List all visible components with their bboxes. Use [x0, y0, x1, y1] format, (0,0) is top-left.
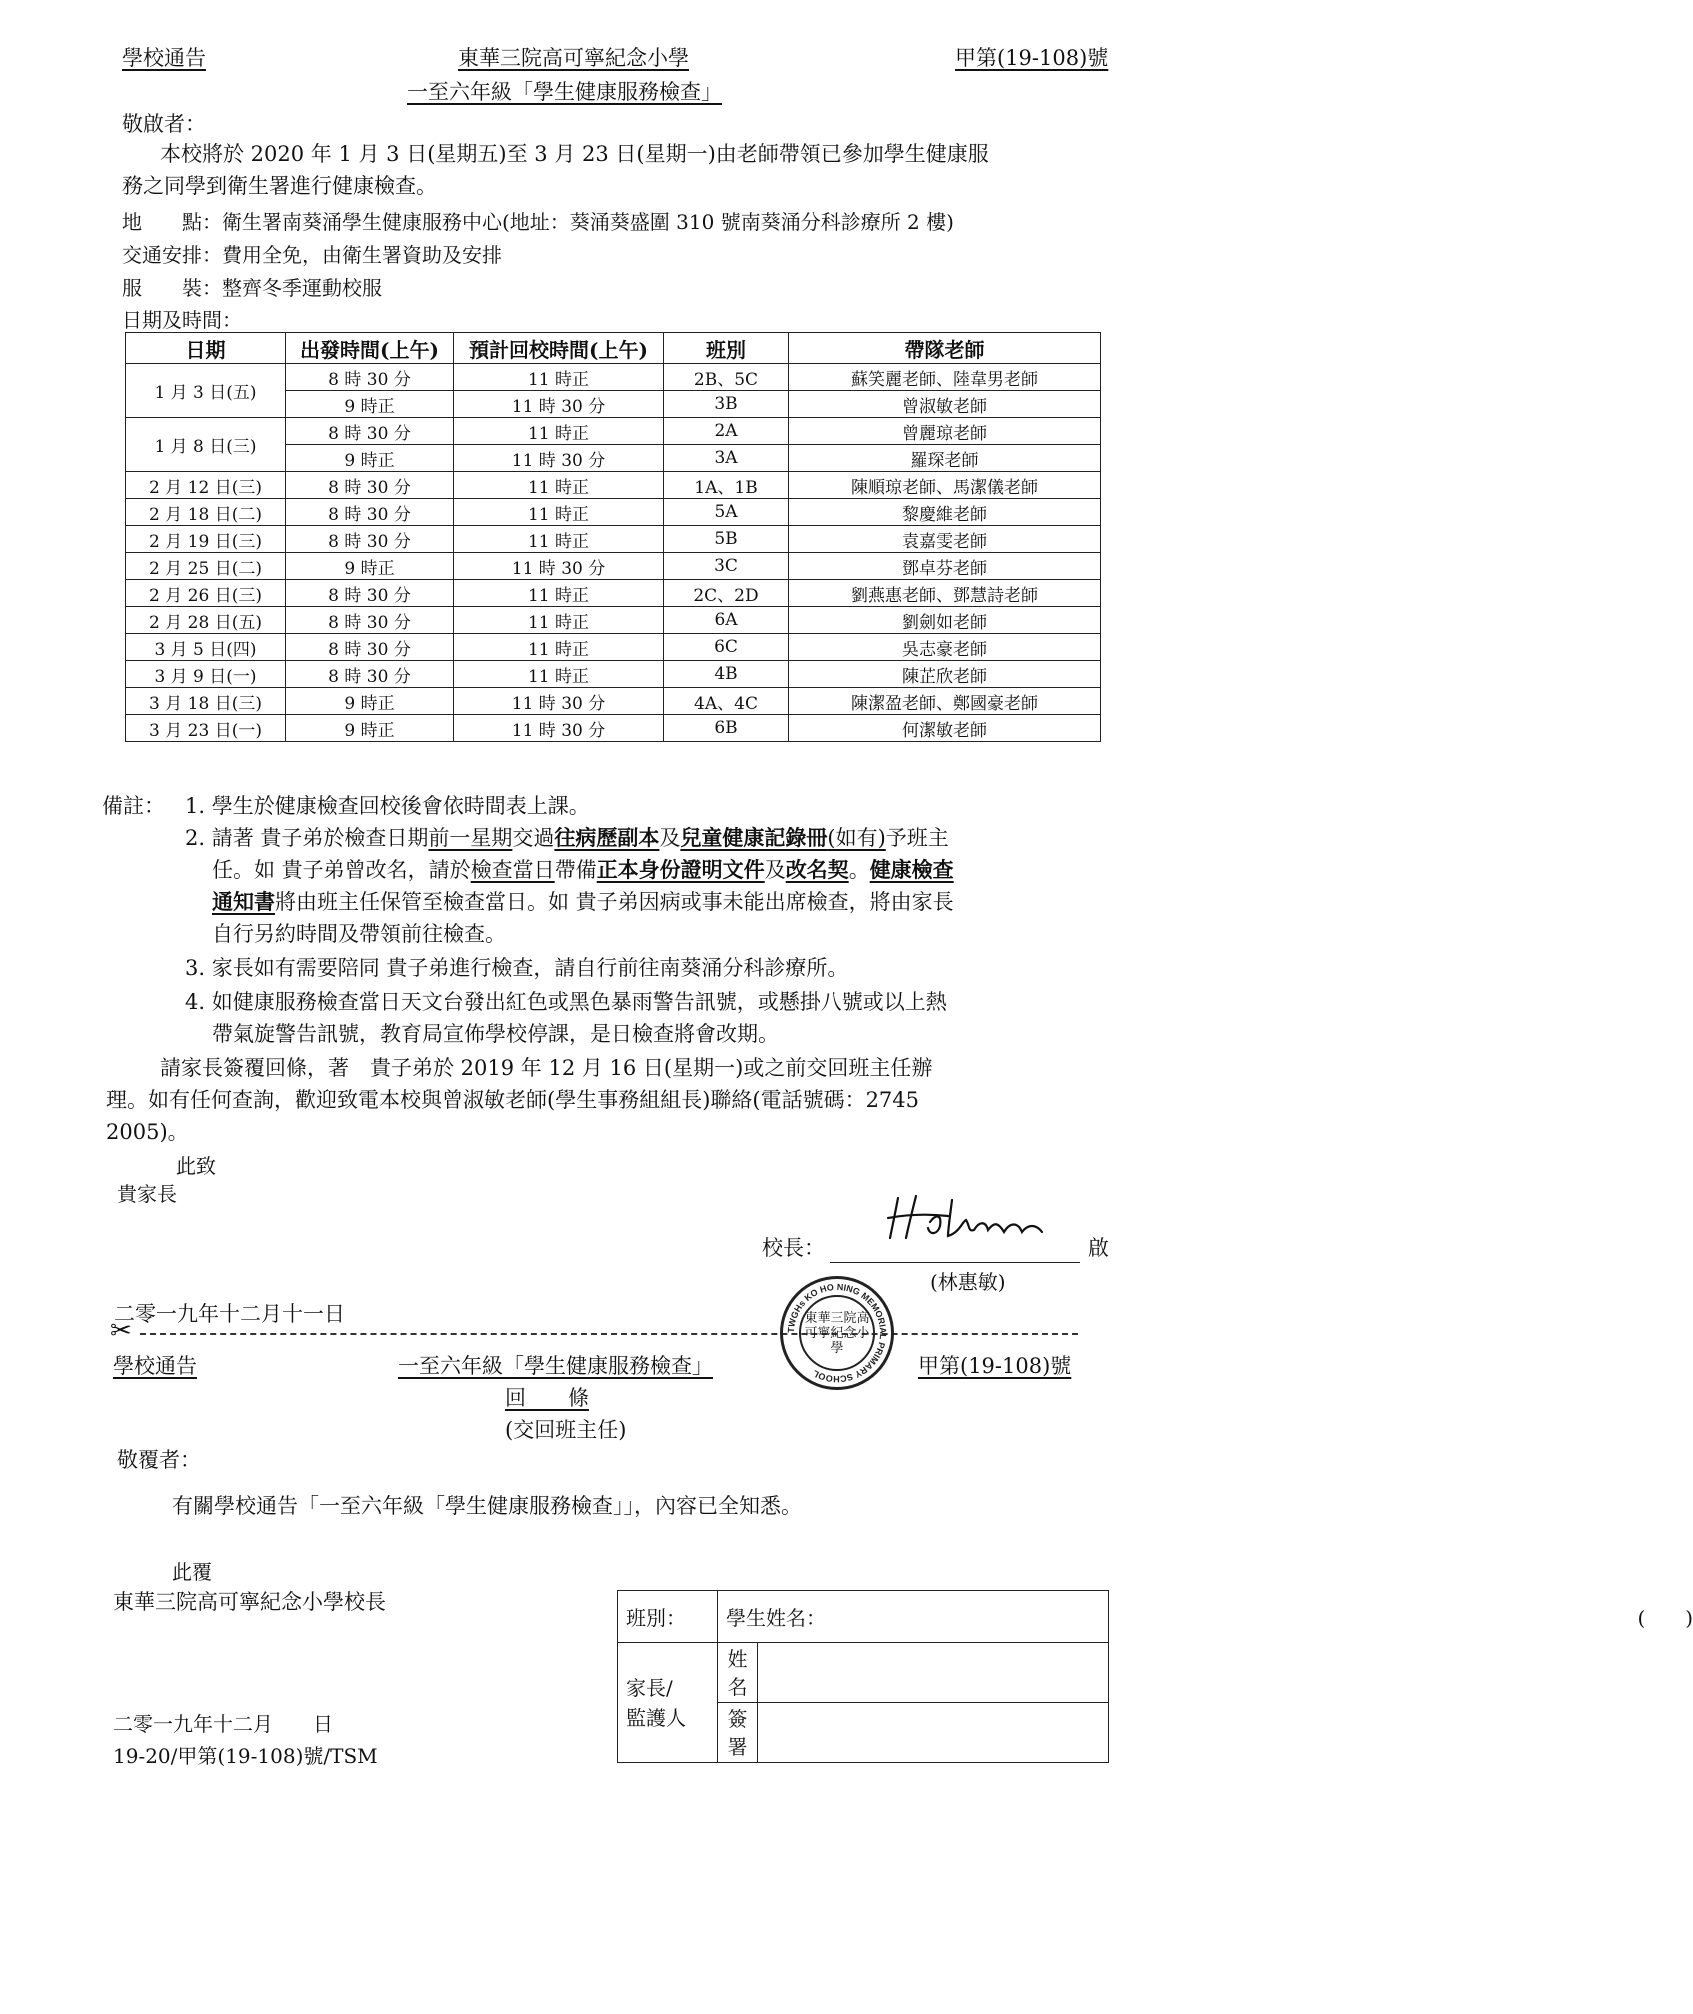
note-emphasis: 正本身份證明文件 — [596, 857, 765, 882]
note-2-line-3 — [212, 886, 954, 916]
sign-off-line-1: 此致 — [176, 1154, 216, 1178]
date-cell: 3 月 18 日(三) — [126, 688, 286, 715]
departure-cell: 9 時正 — [286, 445, 454, 472]
table-row — [126, 634, 1101, 661]
teacher-cell: 吳志豪老師 — [789, 634, 1101, 661]
departure-cell: 8 時 30 分 — [286, 580, 454, 607]
schedule-header-row — [126, 333, 1101, 364]
class-cell: 6B — [664, 715, 789, 742]
closing-line-3: 2005)。 — [106, 1120, 189, 1144]
reply-notice-type: 學校通告 — [113, 1354, 197, 1378]
departure-cell: 8 時 30 分 — [286, 526, 454, 553]
closing-line-2: 理。如有任何查詢，歡迎致電本校與曾淑敏老師(學生事務組組長)聯絡(電話號碼：2745 — [106, 1088, 920, 1112]
notes-label: 備註： — [102, 794, 165, 818]
info-attire-value: 整齊冬季運動校服 — [222, 276, 382, 300]
reply-salutation: 敬覆者： — [117, 1448, 201, 1472]
reply-sign-off-1: 此覆 — [172, 1560, 212, 1584]
class-cell: 6A — [664, 607, 789, 634]
note-text: 2. 請著 貴子弟於檢查日期 — [185, 826, 429, 850]
return-cell: 11 時 30 分 — [454, 715, 664, 742]
table-row — [126, 580, 1101, 607]
table-row — [126, 607, 1101, 634]
teacher-cell: 鄧卓芬老師 — [789, 553, 1101, 580]
student-name-label: 學生姓名： — [726, 1606, 826, 1630]
info-transport-label: 交通安排： — [122, 243, 222, 267]
teacher-cell: 陳順琼老師、馬潔儀老師 — [789, 472, 1101, 499]
name-label-1: 姓 — [727, 1646, 748, 1671]
info-location — [122, 206, 954, 235]
date-cell: 1 月 8 日(三) — [126, 418, 286, 472]
guardian-label-1: 家長/ — [626, 1675, 673, 1700]
date-cell: 2 月 25 日(二) — [126, 553, 286, 580]
return-cell: 11 時正 — [454, 580, 664, 607]
school-name: 東華三院高可寧紀念小學 — [458, 46, 689, 70]
header-date: 日期 — [126, 333, 286, 364]
note-emphasis: (如有) — [827, 826, 886, 850]
notice-subject: 一至六年級「學生健康服務檢查」 — [407, 80, 722, 104]
return-cell: 11 時正 — [454, 607, 664, 634]
note-text: 帶備 — [554, 858, 597, 882]
header-departure: 出發時間(上午) — [286, 333, 454, 364]
note-3: 3. 家長如有需要陪同 貴子弟進行檢查，請自行前往南葵涌分科診療所。 — [185, 956, 849, 980]
table-row — [126, 526, 1101, 553]
principal-signature — [870, 1192, 1070, 1242]
closing-line-1: 請家長簽覆回條，著 貴子弟於 2019 年 12 月 16 日(星期一)或之前交回班主任辦 — [160, 1056, 933, 1080]
table-row — [126, 472, 1101, 499]
return-cell: 11 時正 — [454, 472, 664, 499]
school-stamp — [780, 1276, 894, 1390]
teacher-cell: 黎慶維老師 — [789, 499, 1101, 526]
departure-cell: 8 時 30 分 — [286, 607, 454, 634]
teacher-cell: 蘇笑麗老師、陸韋男老師 — [789, 364, 1101, 391]
header-return: 預計回校時間(上午) — [454, 333, 664, 364]
departure-cell: 8 時 30 分 — [286, 661, 454, 688]
schedule-label: 日期及時間： — [122, 308, 242, 332]
table-row — [126, 364, 1101, 391]
table-row — [126, 688, 1101, 715]
student-name-field[interactable] — [718, 1591, 1693, 1643]
reply-ref: 19-20/甲第(19-108)號/TSM — [113, 1744, 378, 1768]
departure-cell: 9 時正 — [286, 688, 454, 715]
reply-subject: 一至六年級「學生健康服務檢查」 — [398, 1354, 713, 1378]
note-emphasis: 檢查當日 — [470, 858, 555, 882]
date-cell: 2 月 26 日(三) — [126, 580, 286, 607]
teacher-cell: 袁嘉雯老師 — [789, 526, 1101, 553]
note-text: 交過 — [512, 826, 555, 850]
name-label-2: 名 — [727, 1674, 748, 1699]
info-attire-label: 服 裝： — [122, 276, 222, 300]
date-cell: 3 月 23 日(一) — [126, 715, 286, 742]
guardian-label-2: 監護人 — [626, 1705, 686, 1730]
signature-label-1: 簽 — [727, 1706, 748, 1731]
name-label-cell — [718, 1643, 758, 1703]
class-cell: 5B — [664, 526, 789, 553]
notice-number: 甲第(19-108)號 — [955, 46, 1109, 70]
info-transport-value: 費用全免，由衛生署資助及安排 — [222, 243, 502, 267]
sign-off-line-2: 貴家長 — [117, 1182, 177, 1206]
reply-form — [617, 1590, 1693, 1763]
info-location-value: 衛生署南葵涌學生健康服務中心(地址：葵涌葵盛圍 310 號南葵涌分科診療所 2 樓) — [222, 210, 954, 234]
teacher-cell: 羅琛老師 — [789, 445, 1101, 472]
note-1: 1. 學生於健康檢查回校後會依時間表上課。 — [185, 794, 590, 818]
return-cell: 11 時正 — [454, 661, 664, 688]
class-cell: 6C — [664, 634, 789, 661]
class-cell: 4A、4C — [664, 688, 789, 715]
return-cell: 11 時正 — [454, 526, 664, 553]
note-2-line-4: 自行另約時間及帶領前往檢查。 — [212, 922, 506, 946]
class-cell: 2C、2D — [664, 580, 789, 607]
notice-type: 學校通告 — [122, 46, 206, 70]
note-emphasis: 健康檢查 — [869, 857, 954, 882]
teacher-cell: 曾淑敏老師 — [789, 391, 1101, 418]
return-cell: 11 時正 — [454, 418, 664, 445]
class-cell: 4B — [664, 661, 789, 688]
note-emphasis: 前一星期 — [428, 826, 513, 850]
principal-name: (林惠敏) — [930, 1270, 1006, 1294]
header-teacher: 帶隊老師 — [789, 333, 1101, 364]
date-cell: 3 月 9 日(一) — [126, 661, 286, 688]
principal-label: 校長： — [762, 1236, 825, 1260]
reply-sign-off-2: 東華三院高可寧紀念小學校長 — [113, 1590, 386, 1614]
teacher-cell: 陳芷欣老師 — [789, 661, 1101, 688]
note-emphasis: 通知書 — [212, 889, 275, 914]
table-row — [126, 553, 1101, 580]
scissors-icon: ✂ — [110, 1316, 132, 1346]
table-row — [126, 418, 1101, 445]
info-attire — [122, 272, 382, 301]
teacher-cell: 劉劍如老師 — [789, 607, 1101, 634]
class-cell: 3B — [664, 391, 789, 418]
class-number-paren: ( ) — [1637, 1606, 1693, 1630]
note-4-line-1: 4. 如健康服務檢查當日天文台發出紅色或黑色暴雨警告訊號，或懸掛八號或以上熱 — [185, 990, 947, 1014]
return-cell: 11 時正 — [454, 634, 664, 661]
table-row — [126, 499, 1101, 526]
return-cell: 11 時 30 分 — [454, 391, 664, 418]
teacher-cell: 曾麗琼老師 — [789, 418, 1101, 445]
table-row — [126, 715, 1101, 742]
table-row — [126, 661, 1101, 688]
departure-cell: 8 時 30 分 — [286, 418, 454, 445]
date-cell: 2 月 28 日(五) — [126, 607, 286, 634]
reply-subtitle: (交回班主任) — [505, 1418, 627, 1442]
teacher-cell: 陳潔盈老師、鄭國豪老師 — [789, 688, 1101, 715]
note-2-line-1 — [185, 822, 949, 852]
class-cell: 3A — [664, 445, 789, 472]
form-row-student — [618, 1591, 1109, 1643]
intro-line-2: 務之同學到衛生署進行健康檢查。 — [122, 174, 437, 198]
note-emphasis: 改名契 — [785, 857, 849, 882]
class-cell: 1A、1B — [664, 472, 789, 499]
reply-date: 二零一九年十二月 日 — [113, 1712, 333, 1736]
return-cell: 11 時 30 分 — [454, 688, 664, 715]
return-cell: 11 時 30 分 — [454, 445, 664, 472]
note-text: 。 — [848, 858, 870, 882]
class-cell: 3C — [664, 553, 789, 580]
signature-line — [830, 1262, 1080, 1263]
issue-date: 二零一九年十二月十一日 — [114, 1302, 345, 1326]
date-cell: 2 月 12 日(三) — [126, 472, 286, 499]
header-class: 班別 — [664, 333, 789, 364]
class-cell: 2A — [664, 418, 789, 445]
class-field[interactable] — [618, 1591, 718, 1643]
return-cell: 11 時正 — [454, 499, 664, 526]
date-cell: 1 月 3 日(五) — [126, 364, 286, 418]
note-4-line-2: 帶氣旋警告訊號，教育局宣佈學校停課，是日檢查將會改期。 — [212, 1022, 779, 1046]
principal-suffix: 啟 — [1088, 1236, 1109, 1260]
departure-cell: 8 時 30 分 — [286, 499, 454, 526]
guardian-signature-field[interactable] — [758, 1703, 1109, 1763]
teacher-cell: 劉燕惠老師、鄧慧詩老師 — [789, 580, 1101, 607]
class-label: 班別： — [626, 1606, 686, 1630]
departure-cell: 8 時 30 分 — [286, 634, 454, 661]
salutation: 敬啟者： — [122, 112, 206, 136]
note-text: 任。如 貴子弟曾改名，請於 — [212, 858, 471, 882]
return-cell: 11 時正 — [454, 364, 664, 391]
note-text: 及 — [764, 858, 786, 882]
form-row-name — [618, 1643, 1109, 1703]
departure-cell: 9 時正 — [286, 553, 454, 580]
note-text: 將由班主任保管至檢查當日。如 貴子弟因病或事未能出席檢查，將由家長 — [275, 890, 954, 914]
teacher-cell: 何潔敏老師 — [789, 715, 1101, 742]
cut-line — [140, 1333, 1078, 1335]
guardian-name-field[interactable] — [758, 1643, 1109, 1703]
class-cell: 2B、5C — [664, 364, 789, 391]
note-text: 及 — [659, 826, 681, 850]
note-text: 予班主 — [885, 826, 949, 850]
reply-title: 回 條 — [505, 1386, 589, 1410]
date-cell: 2 月 18 日(二) — [126, 499, 286, 526]
note-emphasis: 兒童健康記錄冊 — [680, 825, 828, 850]
stamp-ring-label: TWGHs KO HO NING MEMORIAL PRIMARY SCHOOL — [785, 1281, 889, 1385]
info-transport — [122, 239, 502, 268]
reply-body: 有關學校通告「一至六年級「學生健康服務檢查」」，內容已全知悉。 — [172, 1494, 802, 1518]
departure-cell: 8 時 30 分 — [286, 364, 454, 391]
note-emphasis: 往病歷副本 — [554, 825, 660, 850]
signature-label-2: 署 — [727, 1734, 748, 1759]
class-cell: 5A — [664, 499, 789, 526]
stamp-center: 東華三院高可寧紀念小學 — [799, 1295, 875, 1371]
reply-notice-number: 甲第(19-108)號 — [918, 1354, 1072, 1378]
schedule-table — [125, 332, 1101, 742]
note-2-line-2 — [212, 854, 954, 884]
departure-cell: 8 時 30 分 — [286, 472, 454, 499]
date-cell: 2 月 19 日(三) — [126, 526, 286, 553]
info-location-label: 地 點： — [122, 210, 222, 234]
signature-label-cell — [718, 1703, 758, 1763]
intro-line-1: 本校將於 2020 年 1 月 3 日(星期五)至 3 月 23 日(星期一)由老師帶領已參加學生健康服 — [160, 142, 989, 166]
date-cell: 3 月 5 日(四) — [126, 634, 286, 661]
return-cell: 11 時 30 分 — [454, 553, 664, 580]
departure-cell: 9 時正 — [286, 391, 454, 418]
departure-cell: 9 時正 — [286, 715, 454, 742]
guardian-label-cell — [618, 1643, 718, 1763]
